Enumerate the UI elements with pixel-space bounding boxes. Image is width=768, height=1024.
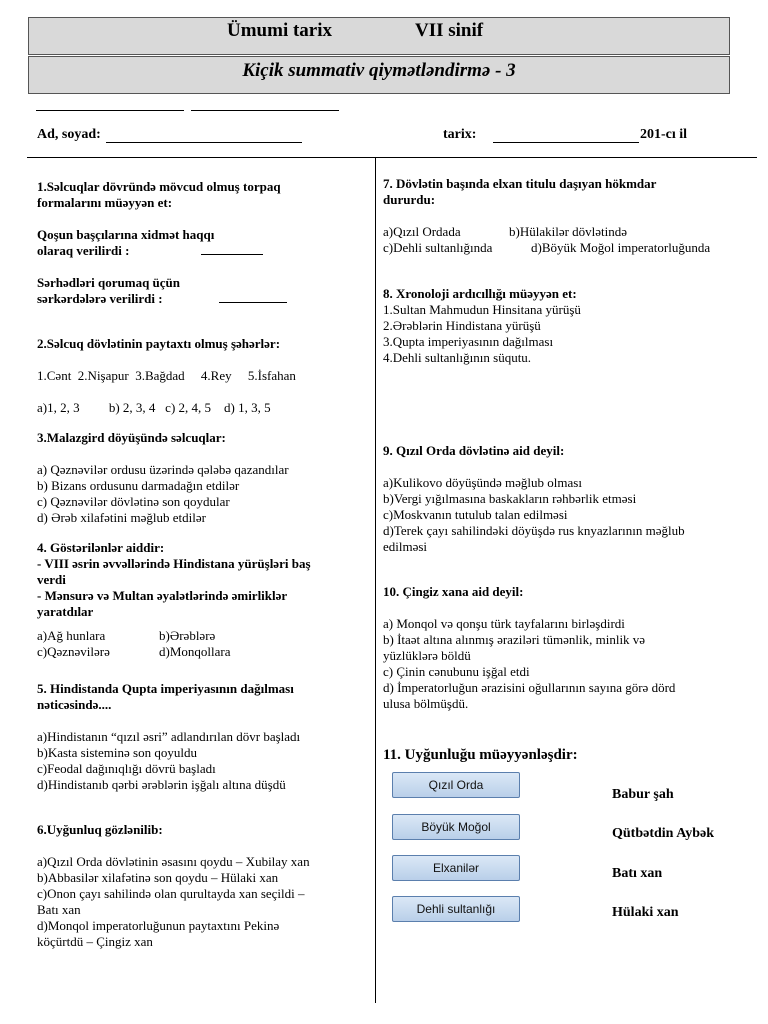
q4-line2: verdi [37,572,66,587]
q5-title-line2: nəticəsində.... [37,697,112,712]
q7-option-b: b)Hülakilər dövlətində [509,224,628,239]
q10-option-b: b) İtaət altına alınmış əraziləri tümənlik, minlik və [383,632,646,647]
q4-line4: yaratdılar [37,604,94,619]
q1-b-line2: sərkərdələrə verilirdi : [37,291,163,306]
question-7 [383,176,710,256]
match-item-hulaki-xan: Hülaki xan [612,905,679,920]
q6-option-b: b)Abbasilər xilafətinə son qoydu – Hülaki xan [37,870,279,885]
question-4 [37,540,311,660]
q9-option-b: b)Vergi yığılmasına baskakların rəhbərlik etməsi [383,491,637,506]
q10-option-a: a) Monqol və qonşu türk tayfalarını birləşdirdi [383,616,625,631]
match-item-bati-xan: Batı xan [612,866,663,881]
q1-a-answer-blank[interactable] [201,254,263,255]
q10-option-d: d) İmperatorluğun ərazisini oğullarının sayına görə dörd [383,680,676,695]
year-suffix: 201-cı il [640,127,688,142]
q3-option-c: c) Qəznəvilər dövlətinə son qoydular [37,494,230,509]
match-item-babur-sah: Babur şah [612,787,674,802]
blank-line-2[interactable] [191,110,339,111]
q1-title-line1: 1.Səlcuqlar dövründə mövcud olmuş torpaq [37,179,281,194]
q8-item-1: 1.Sultan Mahmudun Hinsitana yürüşü [383,302,581,317]
question-2 [37,336,296,416]
q10-option-b-cont: yüzlüklərə böldü [383,648,471,663]
grade-title: VII sinif [415,20,484,41]
q7-option-d: d)Böyük Moğol imperatorluğunda [531,240,711,255]
q5-title-line1: 5. Hindistanda Qupta imperiyasının dağılması [37,681,294,696]
q6-option-a: a)Qızıl Orda dövlətinin əsasını qoydu – Xubilay xan [37,854,310,869]
question-5 [37,681,300,793]
q8-item-2: 2.Ərəblərin Hindistana yürüşü [383,318,541,333]
q1-b-answer-blank[interactable] [219,302,287,303]
q1-a-line1: Qoşun başçılarına xidmət haqqı [37,227,215,242]
q1-title-line2: formalarını müəyyən et: [37,195,173,210]
q10-title: 10. Çingiz xana aid deyil: [383,584,524,599]
question-11 [383,746,578,764]
question-1 [37,179,287,307]
q9-option-a: a)Kulikovo döyüşündə məğlub olması [383,475,582,490]
q5-option-d: d)Hindistanıb qərbi ərəblərin işğalı altına düşdü [37,777,286,792]
q4-option-b: b)Ərəblərə [159,628,216,643]
q8-title: 8. Xronoloji ardıcıllığı müəyyən et: [383,286,577,301]
subject-title: Ümumi tarix [227,20,333,41]
q3-option-b: b) Bizans ordusunu darmadağın etdilər [37,478,240,493]
q3-title: 3.Malazgird döyüşündə səlcuqlar: [37,430,226,445]
q2-title: 2.Səlcuq dövlətinin paytaxtı olmuş şəhərlər: [37,336,281,351]
match-box-boyuk-mogol[interactable]: Böyük Moğol [392,814,520,840]
q4-line3: - Mənsurə və Multan əyalətlərində əmirliklər [37,588,288,603]
q7-title-line2: dururdu: [383,192,436,207]
q9-option-d: d)Terek çayı sahilindəki döyüşdə rus knyazlarının məğlub [383,523,685,538]
q9-option-c: c)Moskvanın tutulub talan edilməsi [383,507,568,522]
header-title-box [28,17,730,55]
assessment-subtitle: Kiçik summativ qiymətləndirmə - 3 [242,60,516,81]
question-8 [383,286,581,366]
q8-item-4: 4.Dehli sultanlığının süqutu. [383,350,532,365]
q8-item-3: 3.Qupta imperiyasının dağılması [383,334,554,349]
q2-list: 1.Cənt 2.Nişapur 3.Bağdad 4.Rey 5.İsfahan [37,368,296,383]
q6-option-d-cont: köçürtdü – Çingiz xan [37,934,153,949]
q4-line1: - VIII əsrin əvvəllərində Hindistana yürüşləri baş [37,556,311,571]
header-subtitle-box [28,56,730,94]
q7-option-a: a)Qızıl Ordada [383,224,461,239]
match-item-qutbatdin-aybak: Qütbətdin Aybək [612,826,715,841]
name-label: Ad, soyad: [37,127,101,142]
date-label: tarix: [443,127,477,142]
q4-option-d: d)Monqollara [159,644,231,659]
q6-option-d: d)Monqol imperatorluğunun paytaxtını Pekinə [37,918,280,933]
q4-option-c: c)Qəznəvilərə [37,644,110,659]
match-box-dehli-sultanligi[interactable]: Dehli sultanlığı [392,896,520,922]
q9-title: 9. Qızıl Orda dövlətinə aid deyil: [383,443,565,458]
q4-title: 4. Göstərilənlər aiddir: [37,540,165,555]
q7-title-line1: 7. Dövlətin başında elxan titulu daşıyan hökmdar [383,176,657,191]
q6-title: 6.Uyğunluq gözlənilib: [37,822,163,837]
q9-option-d-cont: edilməsi [383,539,428,554]
question-6 [37,822,310,950]
q3-option-a: a) Qəznəvilər ordusu üzərində qələbə qazandılar [37,462,289,477]
blank-line-1[interactable] [36,110,184,111]
q11-title: 11. Uyğunluğu müəyyənləşdir: [383,747,578,763]
q5-option-c: c)Feodal dağınıqlığı dövrü başladı [37,761,216,776]
column-divider [375,157,376,1003]
date-field[interactable] [493,142,639,143]
q6-option-c-cont: Batı xan [37,902,81,917]
name-field[interactable] [106,142,302,143]
q1-a-line2: olaraq verilirdi : [37,243,130,258]
question-9 [383,443,685,555]
q4-option-a: a)Ağ hunlara [37,628,106,643]
q5-option-b: b)Kasta sisteminə son qoyuldu [37,745,197,760]
q7-option-c: c)Dehli sultanlığında [383,240,493,255]
match-box-elxanilar[interactable]: Elxanilər [392,855,520,881]
q5-option-a: a)Hindistanın “qızıl əsri” adlandırılan dövr başladı [37,729,301,744]
q10-option-c: c) Çinin cənubunu işğal etdi [383,664,530,679]
question-10 [383,584,675,712]
q10-option-d-cont: ulusa bölmüşdü. [383,696,469,711]
q1-b-line1: Sərhədləri qorumaq üçün [37,275,181,290]
q6-option-c: c)Onon çayı sahilində olan qurultayda xan seçildi – [37,886,305,901]
header-divider [27,157,757,158]
match-box-qizil-orda[interactable]: Qızıl Orda [392,772,520,798]
q3-option-d: d) Ərəb xilafətini məğlub etdilər [37,510,206,525]
q2-options: a)1, 2, 3 b) 2, 3, 4 c) 2, 4, 5 d) 1, 3, 5 [37,400,271,415]
question-3 [37,430,289,526]
